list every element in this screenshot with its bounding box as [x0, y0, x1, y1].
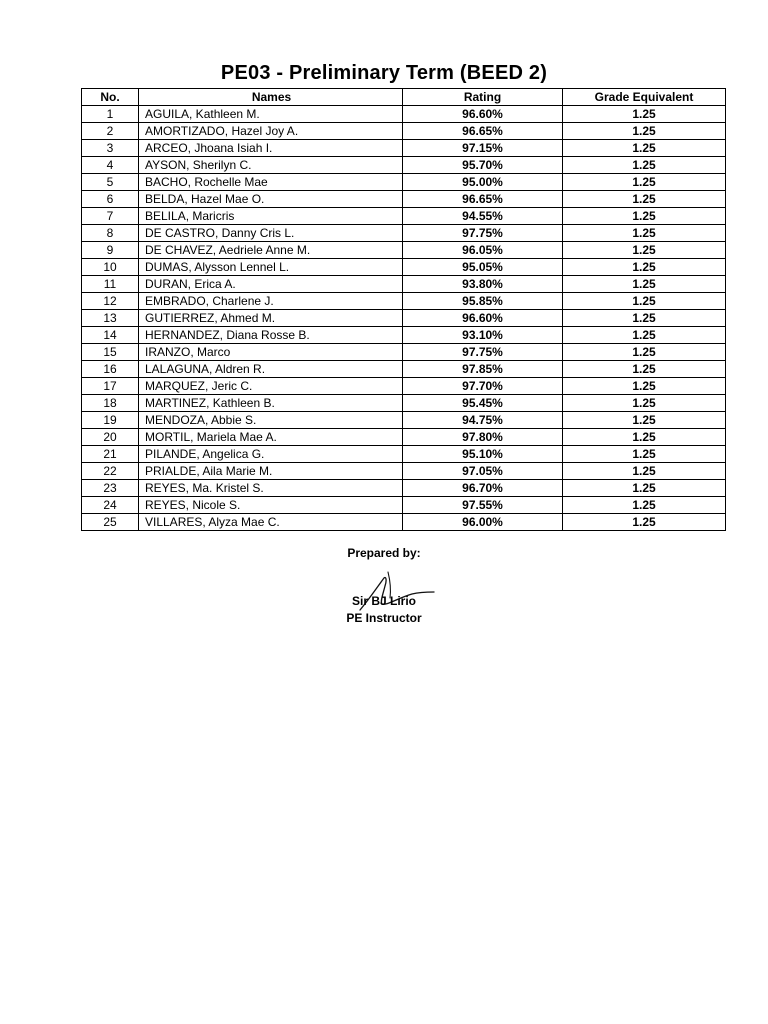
cell-grade-equivalent: 1.25 [563, 106, 726, 123]
cell-grade-equivalent: 1.25 [563, 208, 726, 225]
cell-name: MENDOZA, Abbie S. [139, 412, 403, 429]
cell-rating: 97.05% [403, 463, 563, 480]
cell-rating: 95.45% [403, 395, 563, 412]
table-row [82, 463, 726, 480]
cell-name: BELDA, Hazel Mae O. [139, 191, 403, 208]
table-row [82, 259, 726, 276]
cell-no: 2 [82, 123, 139, 140]
table-row [82, 429, 726, 446]
table-row [82, 497, 726, 514]
cell-name: MARTINEZ, Kathleen B. [139, 395, 403, 412]
cell-grade-equivalent: 1.25 [563, 429, 726, 446]
header-rating: Rating [403, 89, 563, 106]
cell-name: LALAGUNA, Aldren R. [139, 361, 403, 378]
table-row [82, 225, 726, 242]
cell-no: 17 [82, 378, 139, 395]
cell-name: DUMAS, Alysson Lennel L. [139, 259, 403, 276]
cell-name: AMORTIZADO, Hazel Joy A. [139, 123, 403, 140]
cell-rating: 94.75% [403, 412, 563, 429]
cell-rating: 96.05% [403, 242, 563, 259]
cell-grade-equivalent: 1.25 [563, 140, 726, 157]
page-title: PE03 - Preliminary Term (BEED 2) [220, 62, 548, 84]
table-row [82, 208, 726, 225]
header-row [82, 89, 726, 106]
table-row [82, 106, 726, 123]
cell-rating: 97.55% [403, 497, 563, 514]
table-row [82, 174, 726, 191]
cell-name: PRIALDE, Aila Marie M. [139, 463, 403, 480]
cell-grade-equivalent: 1.25 [563, 412, 726, 429]
cell-no: 6 [82, 191, 139, 208]
cell-name: EMBRADO, Charlene J. [139, 293, 403, 310]
cell-no: 5 [82, 174, 139, 191]
table-header [82, 89, 726, 106]
table-row [82, 446, 726, 463]
cell-name: REYES, Nicole S. [139, 497, 403, 514]
table-row [82, 412, 726, 429]
cell-name: REYES, Ma. Kristel S. [139, 480, 403, 497]
cell-no: 13 [82, 310, 139, 327]
cell-rating: 96.60% [403, 310, 563, 327]
cell-grade-equivalent: 1.25 [563, 225, 726, 242]
cell-grade-equivalent: 1.25 [563, 446, 726, 463]
table-row [82, 344, 726, 361]
cell-no: 18 [82, 395, 139, 412]
header-names: Names [139, 89, 403, 106]
cell-name: AYSON, Sherilyn C. [139, 157, 403, 174]
cell-rating: 93.80% [403, 276, 563, 293]
table-row [82, 514, 726, 531]
table-row [82, 242, 726, 259]
cell-grade-equivalent: 1.25 [563, 174, 726, 191]
cell-rating: 97.70% [403, 378, 563, 395]
cell-grade-equivalent: 1.25 [563, 327, 726, 344]
grades-table [81, 88, 726, 531]
signatory-name: Sir BJ Lirio [351, 594, 416, 608]
cell-grade-equivalent: 1.25 [563, 480, 726, 497]
cell-no: 4 [82, 157, 139, 174]
cell-grade-equivalent: 1.25 [563, 293, 726, 310]
table-row [82, 361, 726, 378]
cell-no: 7 [82, 208, 139, 225]
prepared-by-label: Prepared by: [347, 546, 421, 560]
cell-no: 8 [82, 225, 139, 242]
cell-name: MARQUEZ, Jeric C. [139, 378, 403, 395]
cell-rating: 97.80% [403, 429, 563, 446]
cell-grade-equivalent: 1.25 [563, 378, 726, 395]
table-body [82, 106, 726, 531]
cell-grade-equivalent: 1.25 [563, 259, 726, 276]
cell-name: VILLARES, Alyza Mae C. [139, 514, 403, 531]
cell-rating: 96.60% [403, 106, 563, 123]
cell-no: 12 [82, 293, 139, 310]
cell-rating: 95.85% [403, 293, 563, 310]
table-row [82, 276, 726, 293]
cell-no: 19 [82, 412, 139, 429]
cell-no: 11 [82, 276, 139, 293]
cell-no: 24 [82, 497, 139, 514]
table-row [82, 140, 726, 157]
cell-grade-equivalent: 1.25 [563, 514, 726, 531]
cell-grade-equivalent: 1.25 [563, 191, 726, 208]
cell-name: BACHO, Rochelle Mae [139, 174, 403, 191]
table-row [82, 123, 726, 140]
cell-grade-equivalent: 1.25 [563, 497, 726, 514]
table-row [82, 191, 726, 208]
cell-no: 20 [82, 429, 139, 446]
cell-grade-equivalent: 1.25 [563, 463, 726, 480]
cell-name: PILANDE, Angelica G. [139, 446, 403, 463]
cell-no: 3 [82, 140, 139, 157]
cell-rating: 95.70% [403, 157, 563, 174]
cell-no: 21 [82, 446, 139, 463]
cell-rating: 94.55% [403, 208, 563, 225]
cell-grade-equivalent: 1.25 [563, 361, 726, 378]
cell-no: 1 [82, 106, 139, 123]
cell-no: 23 [82, 480, 139, 497]
cell-name: GUTIERREZ, Ahmed M. [139, 310, 403, 327]
cell-rating: 95.10% [403, 446, 563, 463]
cell-name: MORTIL, Mariela Mae A. [139, 429, 403, 446]
cell-rating: 96.65% [403, 123, 563, 140]
cell-grade-equivalent: 1.25 [563, 157, 726, 174]
cell-name: DE CASTRO, Danny Cris L. [139, 225, 403, 242]
cell-name: AGUILA, Kathleen M. [139, 106, 403, 123]
cell-no: 25 [82, 514, 139, 531]
cell-grade-equivalent: 1.25 [563, 395, 726, 412]
cell-no: 15 [82, 344, 139, 361]
cell-name: IRANZO, Marco [139, 344, 403, 361]
cell-grade-equivalent: 1.25 [563, 310, 726, 327]
cell-no: 22 [82, 463, 139, 480]
cell-rating: 97.85% [403, 361, 563, 378]
cell-name: DURAN, Erica A. [139, 276, 403, 293]
table-row [82, 378, 726, 395]
cell-rating: 96.65% [403, 191, 563, 208]
table-row [82, 327, 726, 344]
table-row [82, 395, 726, 412]
header-no: No. [82, 89, 139, 106]
table-row [82, 157, 726, 174]
cell-rating: 93.10% [403, 327, 563, 344]
cell-no: 9 [82, 242, 139, 259]
cell-grade-equivalent: 1.25 [563, 276, 726, 293]
cell-name: DE CHAVEZ, Aedriele Anne M. [139, 242, 403, 259]
cell-grade-equivalent: 1.25 [563, 344, 726, 361]
table-row [82, 293, 726, 310]
cell-grade-equivalent: 1.25 [563, 242, 726, 259]
cell-rating: 96.00% [403, 514, 563, 531]
signatory-role: PE Instructor [346, 611, 422, 625]
cell-no: 10 [82, 259, 139, 276]
cell-rating: 97.75% [403, 344, 563, 361]
table-row [82, 310, 726, 327]
cell-rating: 97.75% [403, 225, 563, 242]
cell-name: BELILA, Maricris [139, 208, 403, 225]
cell-grade-equivalent: 1.25 [563, 123, 726, 140]
cell-rating: 95.00% [403, 174, 563, 191]
cell-rating: 95.05% [403, 259, 563, 276]
cell-rating: 96.70% [403, 480, 563, 497]
cell-rating: 97.15% [403, 140, 563, 157]
table-row [82, 480, 726, 497]
cell-no: 16 [82, 361, 139, 378]
cell-name: ARCEO, Jhoana Isiah I. [139, 140, 403, 157]
header-grade-equivalent: Grade Equivalent [563, 89, 726, 106]
cell-no: 14 [82, 327, 139, 344]
cell-name: HERNANDEZ, Diana Rosse B. [139, 327, 403, 344]
